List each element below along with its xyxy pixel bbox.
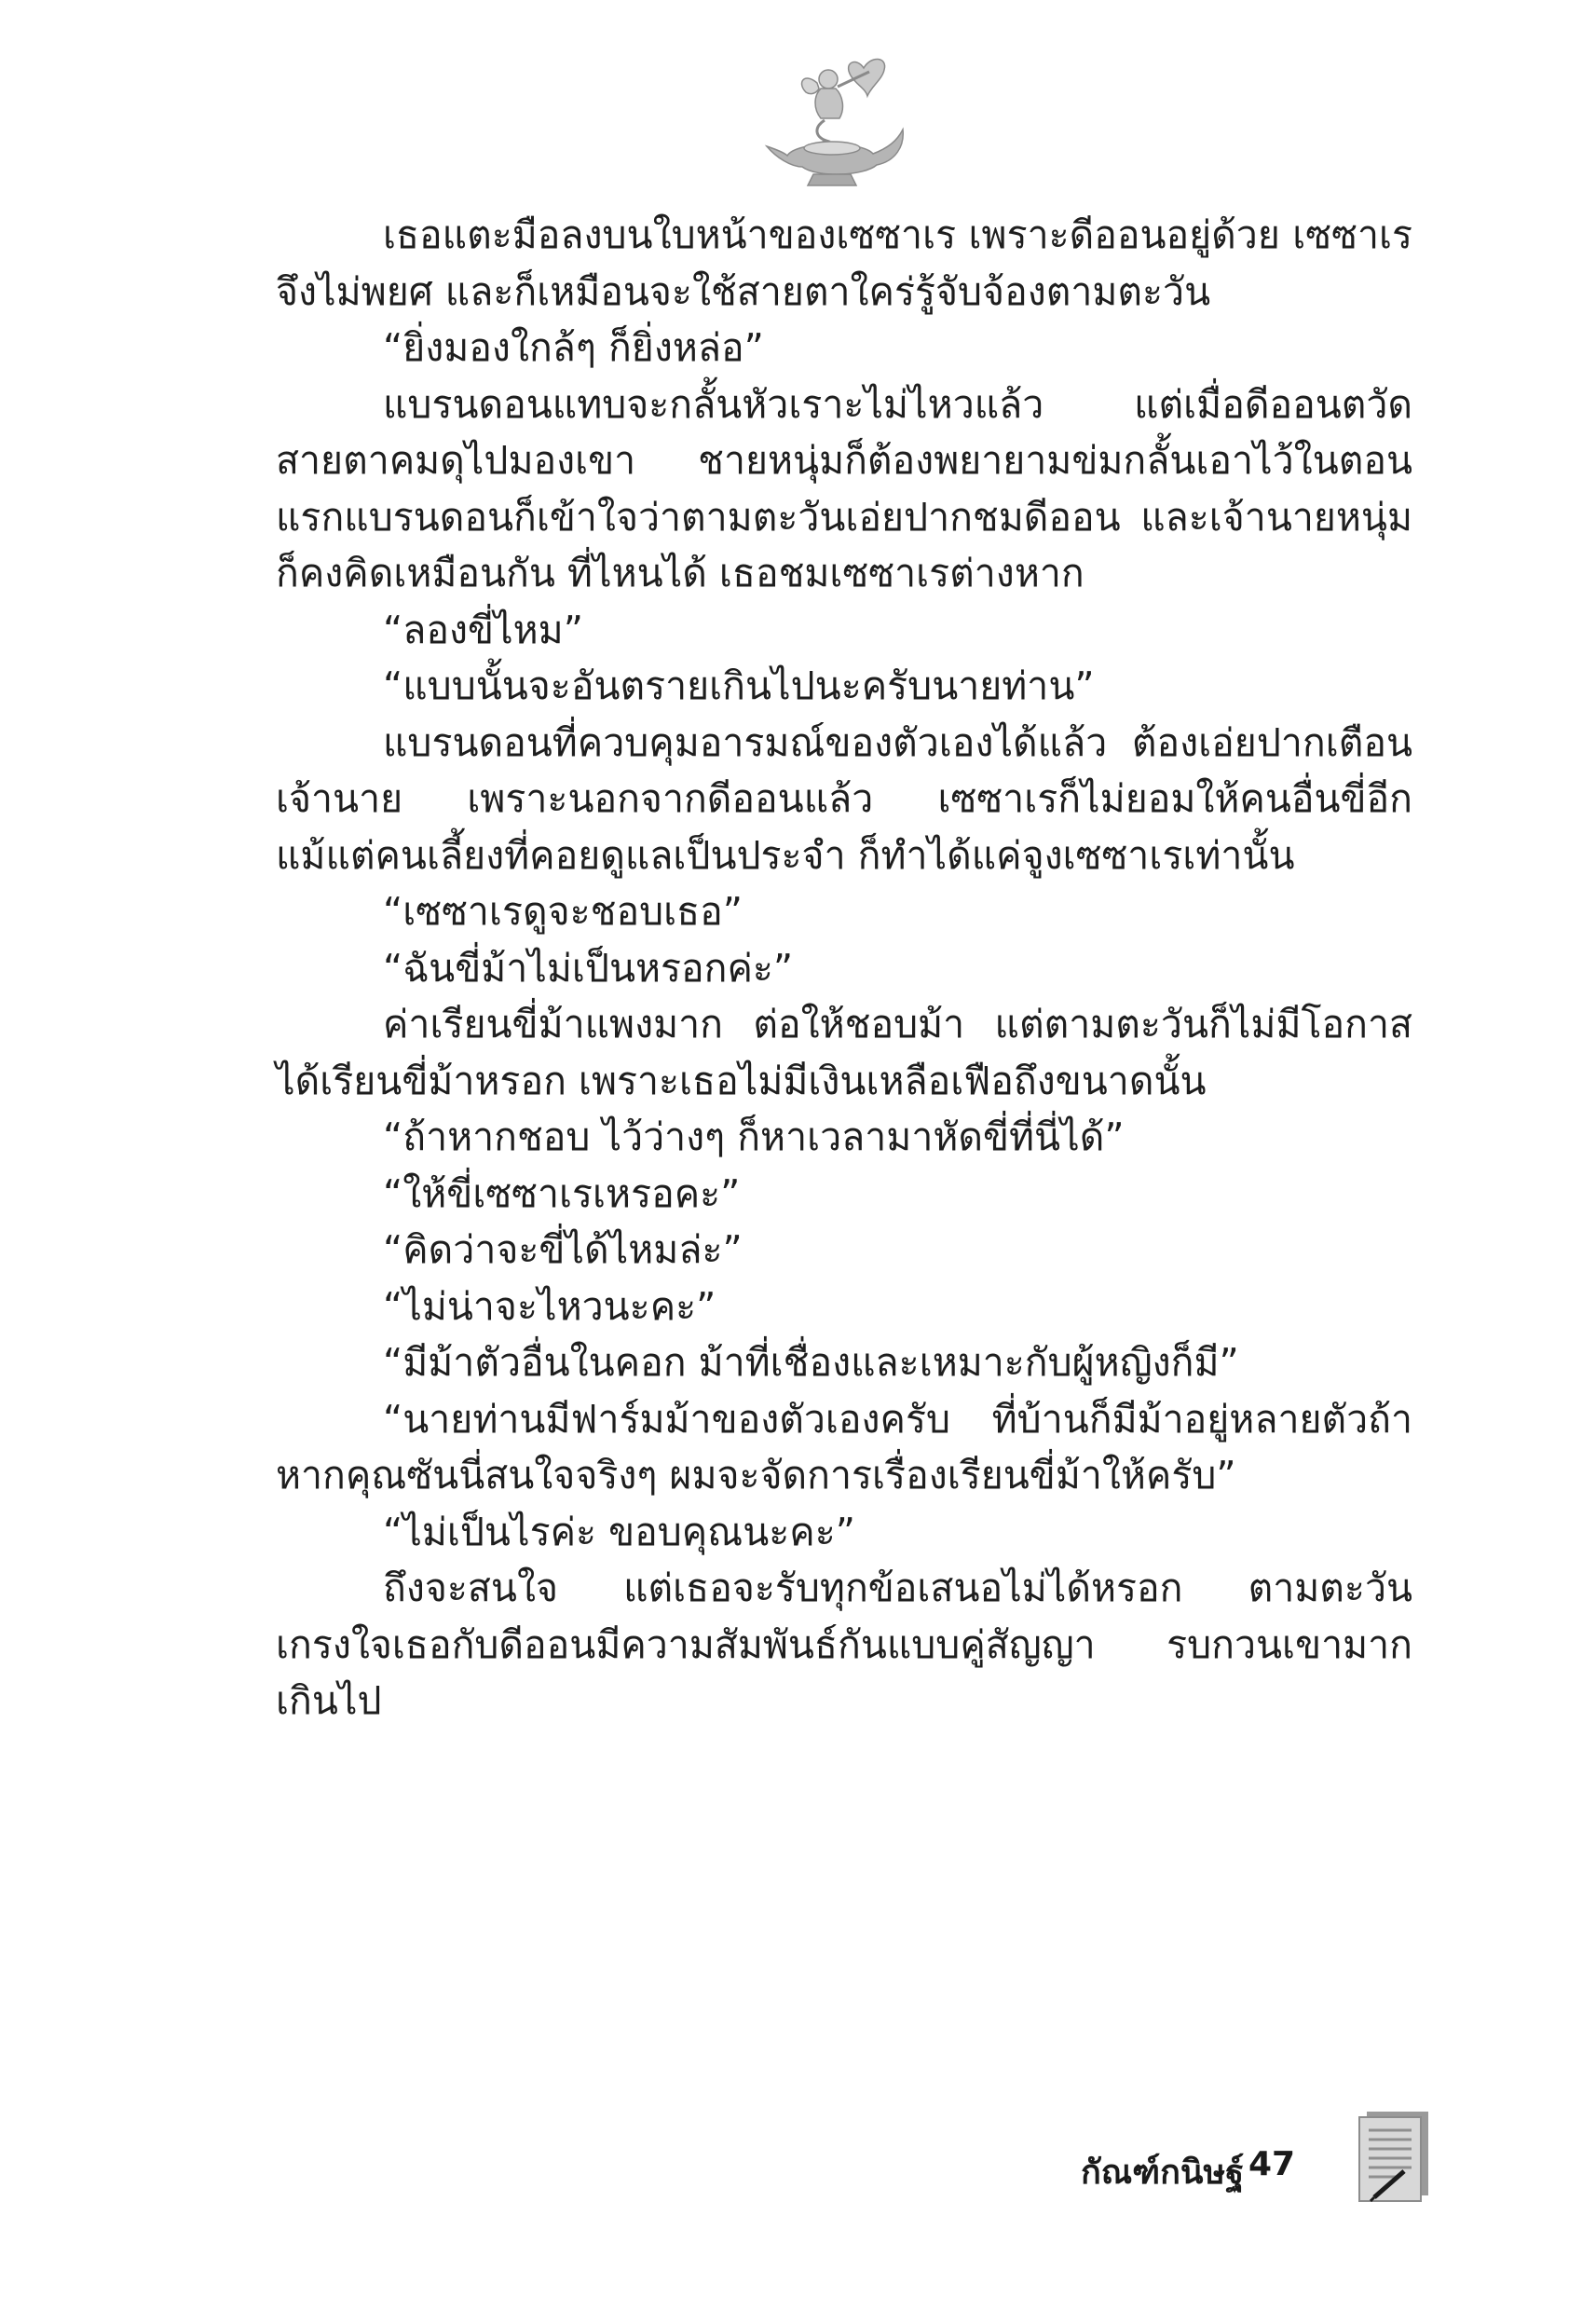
genie-lamp-cupid-icon — [759, 51, 908, 191]
page-number: 47 — [1248, 2145, 1296, 2183]
dialogue-line: “แบบนั้นจะอันตรายเกินไปนะครับนายท่าน” — [383, 663, 1095, 708]
dialogue-line: “เซซาเรดูจะชอบเธอ” — [383, 889, 743, 934]
book-title: กัณฑ์กนิษฐ์ — [1081, 2154, 1245, 2192]
dialogue-line: “คิดว่าจะขี่ได้ไหมล่ะ” — [383, 1227, 743, 1272]
dialogue-line: “ไม่เป็นไรค่ะ ขอบคุณนะคะ” — [383, 1509, 855, 1554]
narrative-paragraph: ค่าเรียนขี่ม้าแพงมาก ต่อให้ชอบม้า แต่ตามตะวันก็ไม่มีโอกาสได้เรียนขี่ม้าหรอก เพราะเธอไม่มีเงินเหลือเฟือถึงขนาดนั้น — [276, 1002, 1412, 1103]
narrative-paragraph: แบรนดอนแทบจะกลั้นหัวเราะไม่ไหวแล้ว แต่เมื่อดีออนตวัดสายตาคมดุไปมองเขา ชายหนุ่มก็ต้องพยายามข่มกลั้นเอาไว้ในตอนแรกแบรนดอนก็เข้าใจว่าตามตะวันเอ่ยปากชมดีออน และเจ้านายหนุ่มก็คงคิดเหมือนกัน ที่ไหนได้ เธอชมเซซาเรต่างหาก — [276, 381, 1412, 595]
document-pen-icon — [1346, 2108, 1435, 2206]
dialogue-line: “ไม่น่าจะไหวนะคะ” — [383, 1283, 716, 1329]
dialogue-line: “ยิ่งมองใกล้ๆ ก็ยิ่งหล่อ” — [383, 325, 764, 370]
dialogue-line: “ลองขี่ไหม” — [383, 607, 583, 652]
narrative-paragraph: ถึงจะสนใจ แต่เธอจะรับทุกข้อเสนอไม่ได้หรอก ตามตะวันเกรงใจเธอกับดีออนมีความสัมพันธ์กันแบบคู่สัญญา รบกวนเขามากเกินไป — [276, 1566, 1412, 1723]
dialogue-line: “ถ้าหากชอบ ไว้ว่างๆ ก็หาเวลามาหัดขี่ที่นี่ได้” — [383, 1114, 1125, 1159]
dialogue-line: “ให้ขี่เซซาเรเหรอคะ” — [383, 1170, 741, 1216]
body-text — [276, 207, 1412, 1730]
narrative-paragraph: “นายท่านมีฟาร์มม้าของตัวเองครับ ที่บ้านก็มีม้าอยู่หลายตัวถ้าหากคุณซันนี่สนใจจริงๆ ผมจะจัดการเรื่องเรียนขี่ม้าให้ครับ” — [276, 1396, 1412, 1497]
dialogue-line: “มีม้าตัวอื่นในคอก ม้าที่เชื่องและเหมาะกับผู้หญิงก็มี” — [383, 1340, 1239, 1385]
dialogue-line: “ฉันขี่ม้าไม่เป็นหรอกค่ะ” — [383, 945, 794, 991]
narrative-paragraph: แบรนดอนที่ควบคุมอารมณ์ของตัวเองได้แล้ว ต้องเอ่ยปากเตือนเจ้านาย เพราะนอกจากดีออนแล้ว เซซาเรก็ไม่ยอมให้คนอื่นขี่อีก แม้แต่คนเลี้ยงที่คอยดูแลเป็นประจำ ก็ทำได้แค่จูงเซซาเรเท่านั้น — [276, 719, 1412, 878]
narrative-paragraph: เธอแตะมือลงบนใบหน้าของเซซาเร เพราะดีออนอยู่ด้วย เซซาเรจึงไม่พยศ และก็เหมือนจะใช้สายตาใคร่รู้จับจ้องตามตะวัน — [276, 212, 1412, 314]
page-footer — [1081, 2108, 1463, 2210]
